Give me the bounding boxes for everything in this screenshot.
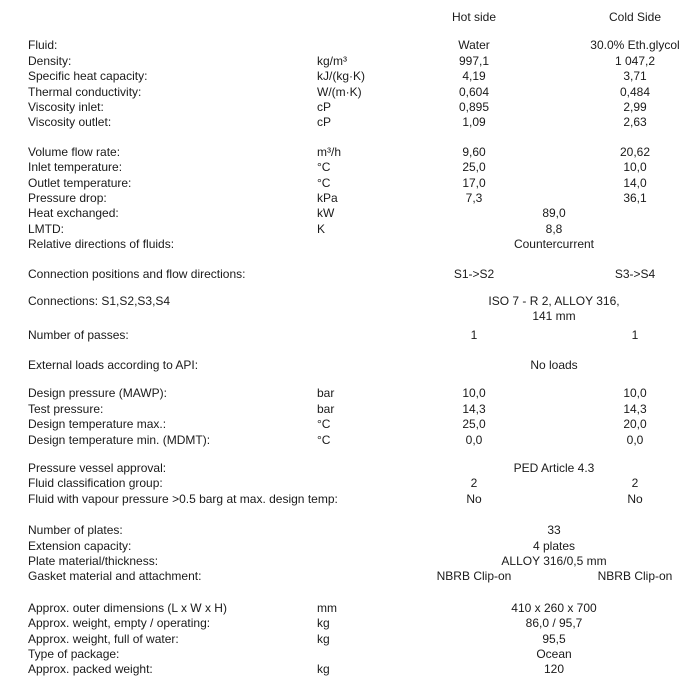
row-label: Pressure vessel approval: [28, 460, 167, 475]
row-value-span: 141 mm [532, 309, 576, 324]
row-label: Inlet temperature: [28, 160, 123, 175]
row-value-hot: 7,3 [465, 190, 483, 205]
row-value-hot: Water [458, 38, 490, 53]
row-unit: mm [317, 600, 337, 615]
row-unit [317, 523, 399, 538]
row-value-cold: S3->S4 [614, 267, 656, 282]
row-value-hot: 17,0 [462, 175, 486, 190]
row-unit: °C [317, 432, 331, 447]
row-label: LMTD: [28, 221, 64, 236]
row-value-cold: 14,3 [623, 401, 647, 416]
spec-row [28, 601, 700, 616]
spec-row [28, 461, 700, 476]
spec-section-design-conditions [28, 386, 700, 448]
row-label: External loads according to API: [28, 358, 199, 373]
row-unit [317, 492, 399, 507]
spec-row [28, 145, 700, 160]
row-value-cold: 30.0% Eth.glycol [590, 38, 680, 53]
spec-row [28, 417, 700, 432]
spec-section-plates [28, 523, 700, 585]
row-unit: cP [317, 99, 332, 114]
spec-row [28, 176, 700, 191]
header-spacer-unit [317, 10, 399, 25]
row-label: Connection positions and flow directions: [28, 267, 246, 282]
row-unit: W/(m·K) [317, 84, 362, 99]
row-unit: kg [317, 631, 330, 646]
spec-section-external-loads [28, 358, 700, 373]
row-value-hot: 25,0 [462, 417, 486, 432]
row-value-cold: 36,1 [623, 190, 647, 205]
spec-row [28, 554, 700, 569]
spec-row [28, 358, 700, 373]
spec-row [28, 386, 700, 401]
row-unit: cP [317, 115, 332, 130]
spec-row [28, 222, 700, 237]
spec-row [28, 539, 700, 554]
row-label: Plate material/thickness: [28, 553, 159, 568]
row-label: Type of package: [28, 646, 120, 661]
row-unit: °C [317, 417, 331, 432]
row-label: Connections: S1,S2,S3,S4 [28, 293, 171, 308]
row-value-span: 89,0 [542, 206, 566, 221]
row-label: Pressure drop: [28, 190, 107, 205]
row-value-hot: NBRB Clip-on [436, 569, 512, 584]
row-label: Number of plates: [28, 523, 123, 538]
row-label: Fluid classification group: [28, 476, 163, 491]
row-unit: kW [317, 206, 335, 221]
row-value-span: Countercurrent [513, 237, 595, 252]
row-unit: K [317, 221, 326, 236]
cold-side-header: Cold Side [608, 10, 662, 24]
row-label: Test pressure: [28, 401, 104, 416]
row-value-cold: 2,99 [623, 99, 647, 114]
row-unit [317, 554, 399, 569]
row-value-cold: 0,484 [619, 84, 651, 99]
row-unit [317, 38, 399, 53]
row-unit [317, 539, 399, 554]
row-unit [317, 647, 399, 662]
row-unit: bar [317, 386, 335, 401]
row-value-span: PED Article 4.3 [513, 460, 595, 475]
row-unit: kg [317, 662, 330, 677]
row-unit [317, 267, 399, 282]
row-unit [317, 309, 399, 324]
spec-row [28, 38, 700, 53]
spec-row [28, 206, 700, 221]
row-value-span: 8,8 [545, 221, 563, 236]
spec-section-process-data [28, 145, 700, 253]
row-label: Approx. outer dimensions (L x W x H) [28, 600, 227, 615]
row-unit [317, 569, 399, 584]
row-label: Approx. weight, empty / operating: [28, 616, 211, 631]
row-label: Design temperature min. (MDMT): [28, 432, 211, 447]
row-value-hot: S1->S2 [453, 267, 495, 282]
spec-row [28, 115, 700, 130]
spec-row [28, 632, 700, 647]
spec-row [28, 237, 700, 252]
spec-section-approval [28, 461, 700, 507]
row-value-span: ALLOY 316/0,5 mm [501, 553, 607, 568]
spec-row [28, 54, 700, 69]
spec-row [28, 616, 700, 631]
row-value-hot: No [466, 491, 482, 506]
row-label: Thermal conductivity: [28, 84, 142, 99]
row-value-hot: 2 [470, 476, 478, 491]
row-value-hot: 0,0 [465, 432, 483, 447]
hot-side-header: Hot side [451, 10, 497, 24]
row-value-cold: No [627, 491, 643, 506]
row-label: Approx. weight, full of water: [28, 631, 179, 646]
spec-section-passes [28, 328, 700, 343]
row-value-span: 86,0 / 95,7 [525, 616, 583, 631]
row-value-hot: 25,0 [462, 160, 486, 175]
spec-row [28, 85, 700, 100]
row-label: Heat exchanged: [28, 206, 119, 221]
row-value-hot: 9,60 [462, 144, 486, 159]
row-label: Design temperature max.: [28, 417, 167, 432]
spec-row [28, 328, 700, 343]
row-label: Viscosity outlet: [28, 115, 112, 130]
row-value-span: 33 [547, 523, 561, 538]
spec-section-dimensions-weights [28, 601, 700, 678]
row-unit [317, 476, 399, 491]
row-value-hot: 0,895 [458, 99, 490, 114]
row-value-cold: 14,0 [623, 175, 647, 190]
spec-row [28, 402, 700, 417]
row-unit: kg/m³ [317, 53, 347, 68]
row-value-hot: 4,19 [462, 69, 486, 84]
row-unit [317, 358, 399, 373]
row-value-cold: 2 [631, 476, 639, 491]
spec-section-connections [28, 294, 700, 325]
spec-row [28, 69, 700, 84]
row-label: Approx. packed weight: [28, 662, 153, 677]
spec-row [28, 294, 700, 309]
row-value-span: 120 [543, 662, 565, 677]
spec-section-fluid-properties [28, 38, 700, 130]
row-label: Density: [28, 53, 72, 68]
spec-row [28, 267, 700, 282]
spec-row [28, 160, 700, 175]
row-label [28, 309, 317, 324]
row-label: Relative directions of fluids: [28, 237, 175, 252]
spec-row [28, 433, 700, 448]
row-label: Viscosity inlet: [28, 99, 104, 114]
row-label: Number of passes: [28, 327, 129, 342]
row-value-span: 95,5 [542, 631, 566, 646]
spec-row [28, 492, 700, 507]
row-value-hot: 1,09 [462, 115, 486, 130]
row-unit [317, 294, 399, 309]
spec-row [28, 100, 700, 115]
row-label: Fluid: [28, 38, 58, 53]
row-unit [317, 328, 399, 343]
row-value-span: ISO 7 - R 2, ALLOY 316, [488, 293, 620, 308]
row-label: Gasket material and attachment: [28, 569, 202, 584]
row-value-span: No loads [530, 358, 578, 373]
spec-row [28, 569, 700, 584]
row-unit [317, 237, 399, 252]
row-unit: °C [317, 175, 331, 190]
spec-row [28, 191, 700, 206]
row-unit: m³/h [317, 144, 341, 159]
row-value-span: Ocean [536, 646, 572, 661]
row-value-cold: 3,71 [623, 69, 647, 84]
spec-row [28, 309, 700, 324]
spec-row [28, 647, 700, 662]
spec-section-connection-positions [28, 267, 700, 282]
row-value-cold: 10,0 [623, 160, 647, 175]
row-value-cold: 1 [631, 327, 639, 342]
row-label: Outlet temperature: [28, 175, 132, 190]
row-label: Volume flow rate: [28, 144, 121, 159]
row-unit: bar [317, 401, 335, 416]
row-unit: kPa [317, 190, 338, 205]
spec-sections [28, 38, 700, 677]
row-value-span: 410 x 260 x 700 [511, 600, 597, 615]
row-value-span: 4 plates [532, 538, 576, 553]
row-value-hot: 0,604 [458, 84, 490, 99]
row-value-hot: 1 [470, 327, 478, 342]
column-header-row [28, 10, 700, 25]
row-label: Specific heat capacity: [28, 69, 148, 84]
spec-row [28, 476, 700, 491]
row-value-cold: 1 047,2 [614, 53, 656, 68]
row-unit: kJ/(kg·K) [317, 69, 365, 84]
row-value-cold: NBRB Clip-on [597, 569, 673, 584]
spec-row [28, 662, 700, 677]
header-spacer-label [28, 10, 317, 25]
row-label: Fluid with vapour pressure >0.5 barg at max. design temp: [28, 491, 338, 506]
row-value-hot: 997,1 [458, 53, 490, 68]
row-label: Extension capacity: [28, 538, 132, 553]
row-value-cold: 0,0 [626, 432, 644, 447]
row-label: Design pressure (MAWP): [28, 386, 167, 401]
row-unit: kg [317, 616, 330, 631]
row-unit: °C [317, 160, 331, 175]
spec-row [28, 523, 700, 538]
row-value-hot: 10,0 [462, 386, 486, 401]
row-value-hot: 14,3 [462, 401, 486, 416]
row-value-cold: 20,0 [623, 417, 647, 432]
row-value-cold: 10,0 [623, 386, 647, 401]
row-value-cold: 20,62 [619, 144, 651, 159]
row-unit [317, 461, 399, 476]
row-value-cold: 2,63 [623, 115, 647, 130]
